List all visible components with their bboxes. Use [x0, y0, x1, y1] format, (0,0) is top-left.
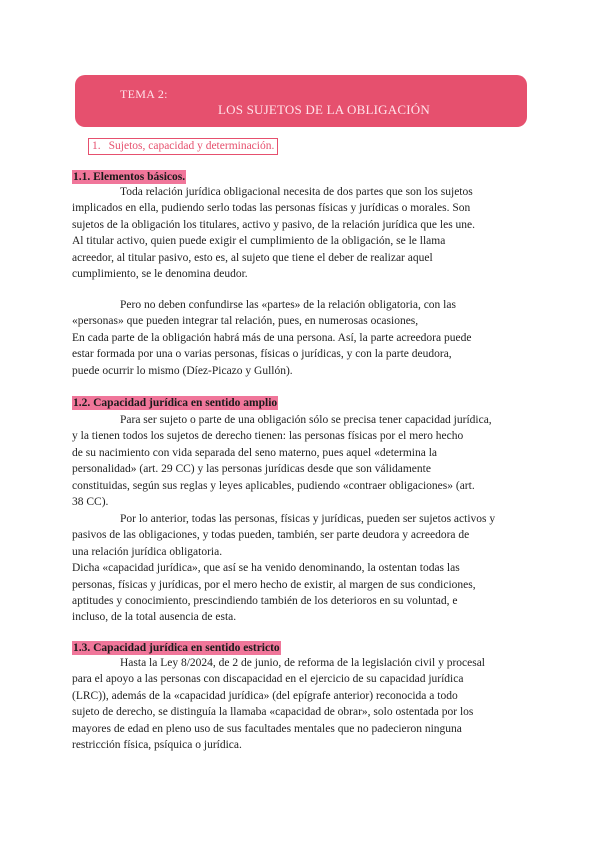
- section-heading: 1.3. Capacidad jurídica en sentido estricto: [73, 642, 280, 654]
- title-banner: [75, 75, 527, 127]
- section-heading: 1.2. Capacidad jurídica en sentido amplio: [73, 397, 278, 409]
- text-line: constituidas, según sus reglas y leyes aplicables, pudiendo «contraer obligaciones» (art.: [72, 479, 475, 492]
- toc-number: 1.: [92, 140, 101, 152]
- page-title: LOS SUJETOS DE LA OBLIGACIÓN: [218, 102, 430, 117]
- text-line: y la tienen todos los sujetos de derecho tienen: las personas físicas por el mero hecho: [72, 430, 464, 443]
- text-line: personalidad» (art. 29 CC) y las personas jurídicas desde que son válidamente: [72, 463, 431, 476]
- paragraph: [72, 297, 530, 379]
- text-line: sujetos de la obligación los titulares, activo y pasivo, de la relación jurídica que les une.: [72, 218, 476, 231]
- text-line: «personas» que pueden integrar tal relación, pues, en numerosas ocasiones,: [72, 315, 419, 328]
- text-line: aptitudes y conocimiento, prescindiendo también de los deterioros en su voluntad, e: [72, 595, 458, 608]
- text-line: una relación jurídica obligatoria.: [72, 545, 223, 558]
- paragraph: [72, 184, 530, 282]
- paragraph: [72, 655, 530, 753]
- text-line: de su nacimiento con vida separada del seno materno, pues aquel «determina la: [72, 446, 437, 459]
- text-line: Hasta la Ley 8/2024, de 2 de junio, de reforma de la legislación civil y procesal: [120, 657, 486, 669]
- text-line: incluso, de la total ausencia de esta.: [72, 611, 237, 624]
- text-line: acreedor, al titular pasivo, esto es, al sujeto que tiene el deber de realizar aquel: [72, 251, 433, 264]
- text-line: Dicha «capacidad jurídica», que así se ha venido denominando, la ostentan todas las: [72, 562, 460, 575]
- text-line: Pero no deben confundirse las «partes» de la relación obligatoria, con las: [120, 299, 456, 311]
- text-line: Para ser sujeto o parte de una obligación sólo se precisa tener capacidad jurídica,: [120, 414, 492, 426]
- toc-label: Sujetos, capacidad y determinación.: [108, 140, 275, 152]
- text-line: personas, físicas y jurídicas, por el mero hecho de existir, al margen de sus condiciones,: [72, 578, 476, 591]
- section-heading: 1.1. Elementos básicos.: [73, 171, 186, 183]
- text-line: sujeto de derecho, se distinguía la llamaba «capacidad de obrar», solo ostentada por los: [72, 706, 474, 719]
- paragraph: [72, 511, 530, 626]
- text-line: estar formada por una o varias personas, físicas o jurídicas, y con la parte deudora,: [72, 348, 452, 361]
- topic-number: TEMA 2:: [120, 87, 168, 101]
- text-line: Por lo anterior, todas las personas, físicas y jurídicas, pueden ser sujetos activos y: [120, 513, 496, 525]
- text-line: mayores de edad en pleno uso de sus facultades mentales que no padecieron ninguna: [72, 722, 462, 735]
- text-line: para el apoyo a las personas con discapacidad en el ejercicio de su capacidad jurídica: [72, 673, 464, 686]
- text-line: Al titular activo, quien puede exigir el cumplimiento de la obligación, se le llama: [72, 235, 446, 248]
- text-line: (LRC)), además de la «capacidad jurídica» (del epígrafe anterior) reconocida a todo: [72, 689, 458, 702]
- toc-entry[interactable]: [88, 138, 278, 155]
- text-line: Toda relación jurídica obligacional necesita de dos partes que son los sujetos: [120, 186, 473, 198]
- text-line: cumplimiento, se le denomina deudor.: [72, 268, 248, 281]
- text-line: En cada parte de la obligación habrá más de una persona. Así, la parte acreedora puede: [72, 331, 472, 344]
- paragraph: [72, 412, 530, 510]
- text-line: 38 CC).: [72, 496, 109, 509]
- text-line: implicados en ella, pudiendo serlo todas las personas físicas y jurídicas o morales. Son: [72, 202, 471, 215]
- text-line: puede ocurrir lo mismo (Díez-Picazo y Gullón).: [72, 364, 293, 377]
- text-line: pasivos de las obligaciones, y todas pueden, también, ser parte deudora y acreedora de: [72, 529, 470, 542]
- text-line: restricción física, psíquica o jurídica.: [72, 739, 242, 752]
